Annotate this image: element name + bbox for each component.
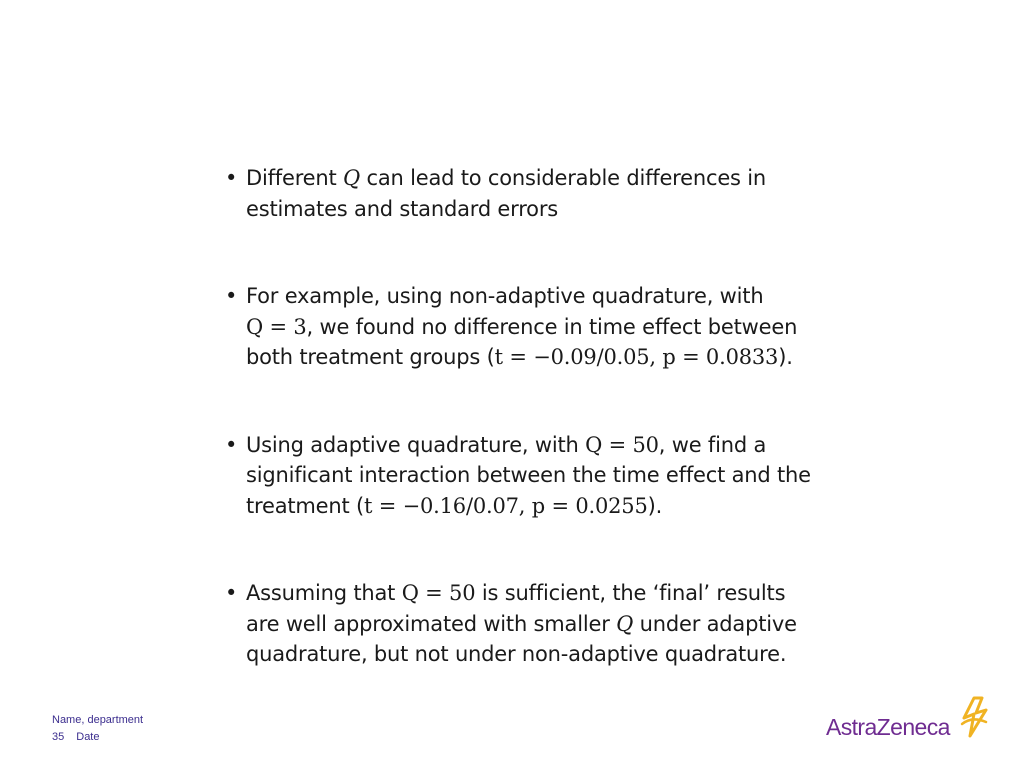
text: are well approximated with smaller — [246, 611, 617, 636]
math-q-equals-50: Q = 50 — [401, 581, 476, 605]
math-q-equals-3: Q = 3 — [246, 314, 307, 339]
text: ). — [647, 493, 663, 518]
text: , we find a — [658, 432, 767, 457]
bullet-assuming-sufficient — [225, 578, 815, 670]
text: quadrature, but not under non-adaptive quadrature. — [246, 642, 787, 666]
text: can lead to considerable differences in — [360, 166, 767, 190]
math-q-equals-50: Q = 50 — [585, 432, 659, 457]
slide-number: 35 — [52, 731, 65, 743]
math-t-stat: t = −0.09/0.05, p = 0.0833 — [494, 345, 779, 369]
math-t-stat: t = −0.16/0.07, p = 0.0255 — [364, 493, 648, 518]
text: both treatment groups ( — [246, 345, 495, 369]
bullet-list — [225, 163, 815, 670]
footer-name-department: Name, department — [52, 714, 144, 726]
astrazeneca-logo — [826, 696, 996, 744]
text: Different — [246, 166, 344, 190]
bullet-adaptive-result — [225, 430, 815, 522]
bullet-non-adaptive-example — [225, 281, 815, 373]
footer — [52, 712, 143, 746]
text: ). — [778, 345, 793, 369]
text: For example, using non-adaptive quadrature, with — [246, 284, 764, 308]
math-q: Q — [343, 166, 361, 190]
text: estimates and standard errors — [246, 196, 559, 221]
logo-text: AstraZeneca — [826, 714, 950, 740]
text: , we found no difference in time effect between — [306, 314, 798, 339]
bullet-different-q — [225, 163, 815, 224]
text: under adaptive — [633, 611, 797, 636]
footer-date: Date — [76, 731, 100, 743]
text: significant interaction between the time effect and the — [246, 463, 811, 487]
logo-mark-icon — [956, 696, 992, 740]
text: treatment ( — [246, 493, 365, 518]
text: is sufficient, the ‘final’ results — [475, 581, 786, 605]
text: Using adaptive quadrature, with — [246, 432, 586, 457]
math-q: Q — [616, 611, 634, 636]
text: Assuming that — [246, 581, 402, 605]
